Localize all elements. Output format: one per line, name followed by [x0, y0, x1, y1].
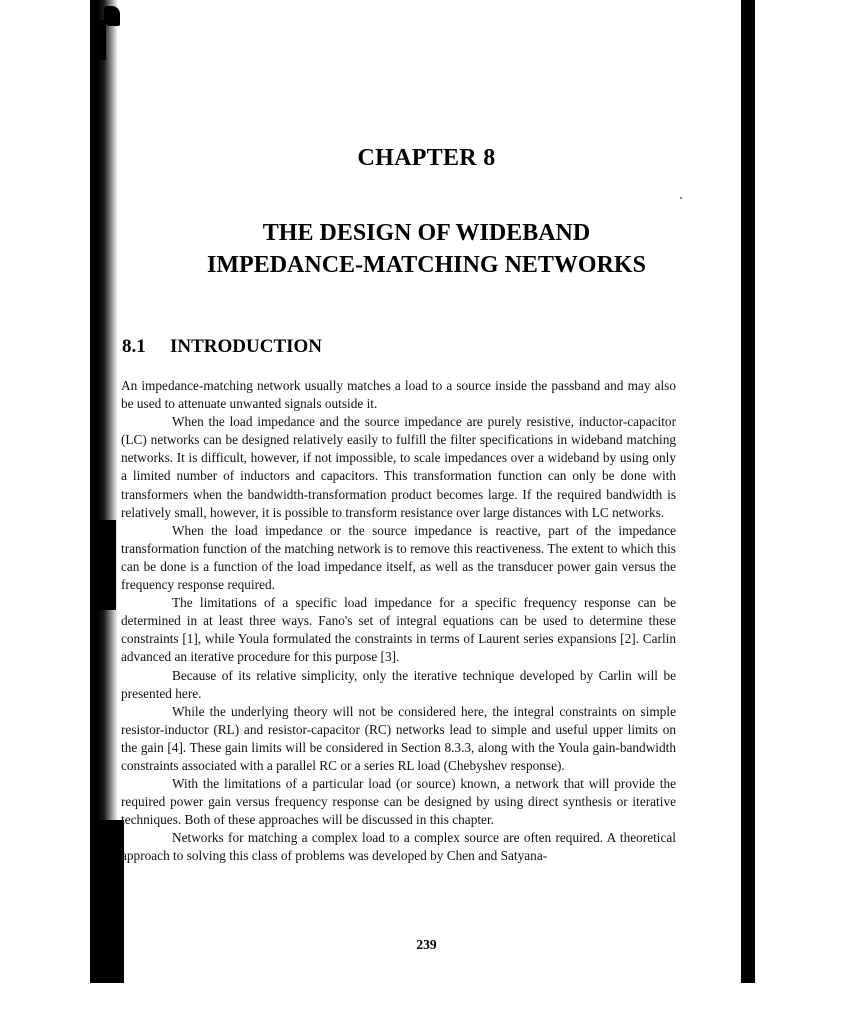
section-number: 8.1 [122, 336, 146, 357]
body-text [121, 377, 676, 866]
scan-edge-blot [90, 20, 106, 60]
chapter-label: CHAPTER 8 [357, 145, 496, 171]
paragraph: While the underlying theory will not be considered here, the integral constraints on simple resistor-inductor (RL) and resistor-capacitor (RC) networks lead to simple and useful upper limits on the gain [4]. These gain limits will be considered in Section 8.3.3, along with the Youla gain-bandwidth constraints associated with a parallel RC or a series RL load (Chebyshev response). [121, 703, 676, 773]
paragraph: The limitations of a specific load impedance for a specific frequency response can be determined in at least three ways. Fano's set of integral equations can be used to determine these constraints [1], while Youla formulated the constraints in terms of Laurent series expansions [2]. Carlin advanced an iterative procedure for this purpose [3]. [121, 595, 676, 665]
scan-corner-mark [104, 6, 120, 26]
paragraph: With the limitations of a particular load (or source) known, a network that will provide the required power gain versus frequency response can be designed by using direct synthesis or iterative techniques. Both of these approaches will be discussed in this chapter. [121, 776, 676, 828]
paragraph: Networks for matching a complex load to a complex source are often required. A theoretical approach to solving this class of problems was developed by Chen and Satyana- [121, 830, 676, 864]
scan-edge-blot [90, 520, 116, 610]
chapter-title [0, 217, 853, 281]
scan-speck [680, 197, 682, 199]
paragraph: When the load impedance and the source impedance are purely resistive, inductor-capacitor (LC) networks can be designed relatively easily to fulfill the filter specifications in wideband matching networks. It is difficult, however, if not impossible, to scale impedances over a wideband by using only a limited number of inductors and capacitors. This transformation function can only be done with transformers when the bandwidth-transformation product becomes large. If the required bandwidth is relatively small, however, it is possible to transform resistance over large distances with LC networks. [121, 414, 676, 520]
page-number: 239 [416, 937, 437, 952]
scan-edge-blot [90, 820, 124, 983]
paragraph: An impedance-matching network usually matches a load to a source inside the passband and may also be used to attenuate unwanted signals outside it. [121, 378, 676, 412]
chapter-title-line-1: THE DESIGN OF WIDEBAND [262, 220, 591, 246]
section-title: INTRODUCTION [170, 336, 323, 357]
paragraph: Because of its relative simplicity, only the iterative technique developed by Carlin will be presented here. [121, 667, 676, 701]
section-heading [122, 336, 322, 358]
chapter-title-line-2: IMPEDANCE-MATCHING NETWORKS [207, 252, 646, 278]
paragraph: When the load impedance or the source impedance is reactive, part of the impedance transformation function of the matching network is to remove this reactiveness. The extent to which this can be done is a function of the load impedance itself, as well as the transducer power gain versus the frequency response required. [121, 522, 676, 593]
